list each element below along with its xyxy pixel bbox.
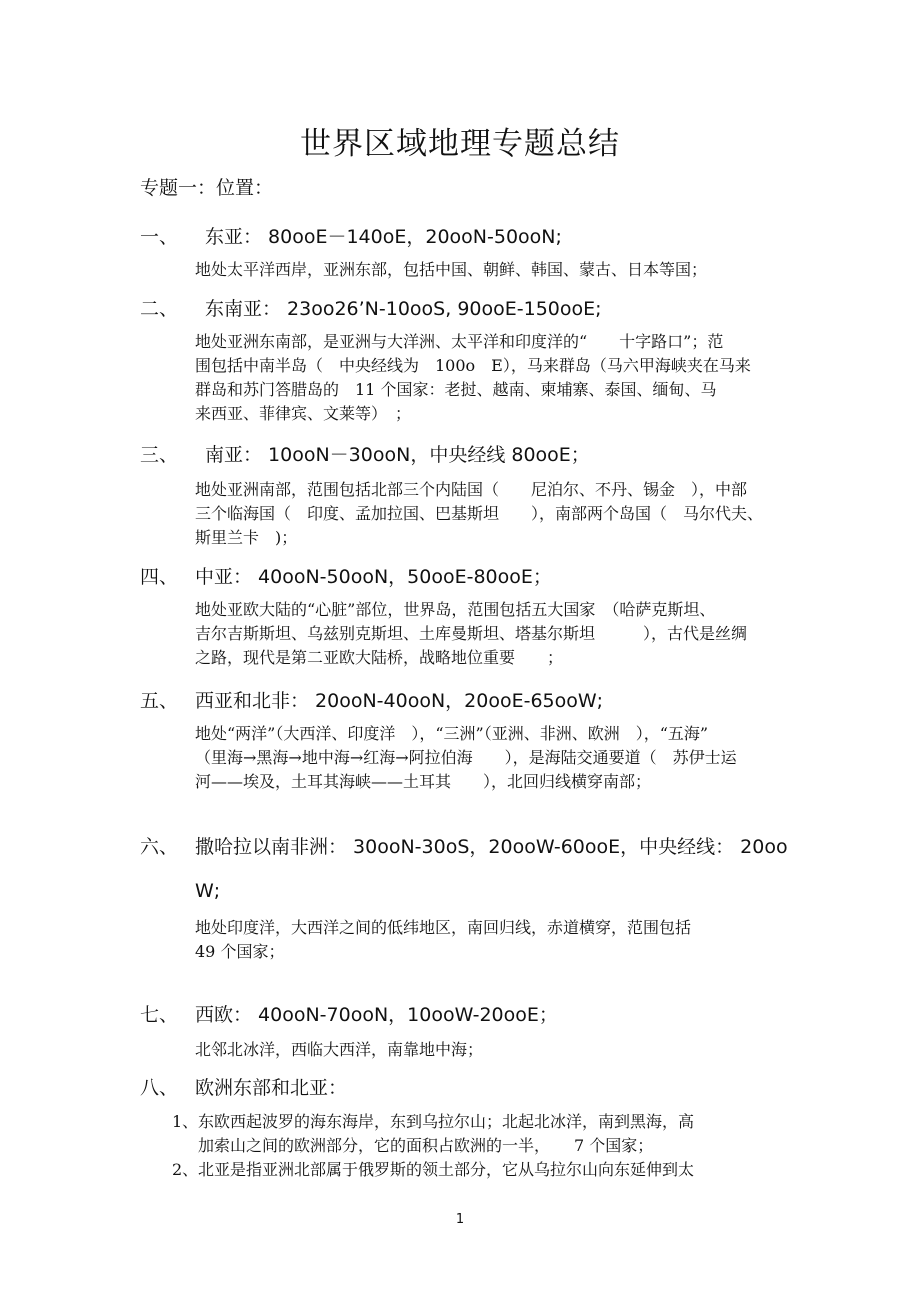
- section-2-line-2: 围包括中南半岛（ 中央经线为 100o E），马来群岛（马六甲海峡夹在马来: [195, 356, 751, 375]
- section-7-heading: 西欧： 40ooN-70ooN，10ooW-20ooE；: [195, 1004, 558, 1026]
- section-4-heading: 中亚： 40ooN-50ooN，50ooE-80ooE；: [195, 566, 552, 588]
- section-4-line-2: 吉尔吉斯斯坦、乌兹别克斯坦、土库曼斯坦、塔基尔斯坦 ），古代是丝绸: [195, 624, 748, 643]
- section-7-line-1: 北邻北冰洋，西临大西洋，南靠地中海；: [195, 1040, 484, 1059]
- section-1-number: 一、: [140, 226, 179, 248]
- item-1-body: [198, 1110, 694, 1158]
- section-4-number: 四、: [140, 566, 179, 588]
- section-5-number: 五、: [140, 690, 179, 712]
- section-5-heading: 西亚和北非： 20ooN-40ooN，20ooE-65ooW;: [195, 690, 604, 712]
- section-6-heading-continued: W;: [195, 880, 221, 902]
- section-2-line-1: 地处亚洲东南部，是亚洲与大洋洲、太平洋和印度洋的“ 十字路口”；范: [195, 332, 724, 351]
- section-3-line-3: 斯里兰卡 )；: [195, 528, 298, 547]
- section-1-body: [195, 258, 707, 282]
- page-number: 1: [455, 1212, 465, 1227]
- section-7-number: 七、: [140, 1004, 179, 1026]
- section-6-body: [195, 916, 691, 964]
- section-1-heading: 东亚： 80ooE－140oE，20ooN-50ooN;: [205, 226, 562, 248]
- section-1-line-1: 地处太平洋西岸，亚洲东部，包括中国、朝鲜、韩国、蒙古、日本等国；: [195, 260, 708, 279]
- section-4-line-3: 之路，现代是第二亚欧大陆桥，战略地位重要 ；: [195, 648, 564, 667]
- section-2-heading: 东南亚： 23oo26’N-10ooS, 90ooE-150ooE;: [205, 298, 602, 320]
- section-6-line-1: 地处印度洋，大西洋之间的低纬地区，南回归线，赤道横穿，范围包括: [195, 918, 692, 937]
- section-2-line-3: 群岛和苏门答腊岛的 11 个国家：老挝、越南、柬埔寨、泰国、缅甸、马: [195, 380, 717, 399]
- section-6-heading: 撒哈拉以南非洲： 30ooN-30oS，20ooW-60ooE，中央经线： 20oo: [195, 836, 788, 858]
- item-2-label: 2、: [172, 1160, 199, 1179]
- item-2-body: [198, 1158, 694, 1182]
- item-1-line-1: 东欧西起波罗的海东海岸，东到乌拉尔山；北起北冰洋，南到黑海，高: [198, 1112, 695, 1131]
- section-6-number: 六、: [140, 836, 179, 858]
- section-5-line-3: 河——埃及，土耳其海峡——土耳其 ），北回归线横穿南部；: [195, 772, 652, 791]
- section-2-number: 二、: [140, 298, 179, 320]
- section-4-line-1: 地处亚欧大陆的“心脏”部位，世界岛，范围包括五大国家 （哈萨克斯坦、: [195, 600, 716, 619]
- section-8-heading: 欧洲东部和北亚：: [195, 1077, 348, 1099]
- section-4-body: [195, 598, 747, 670]
- section-5-body: [195, 722, 737, 794]
- section-3-line-1: 地处亚洲南部，范围包括北部三个内陆国（ 尼泊尔、不丹、锡金 ），中部: [195, 480, 748, 499]
- section-3-line-2: 三个临海国（ 印度、孟加拉国、巴基斯坦 ），南部两个岛国（ 马尔代夫、: [195, 504, 764, 523]
- section-8-number: 八、: [140, 1077, 179, 1099]
- section-7-body: [195, 1038, 483, 1062]
- document-title: 世界区域地理专题总结: [300, 126, 620, 162]
- section-2-body: [195, 330, 751, 426]
- section-5-line-1: 地处“两洋”（大西洋、印度洋 ），“三洲”（亚洲、非洲、欧洲 ），“五海”: [195, 724, 709, 743]
- item-1-line-2: 加索山之间的欧洲部分，它的面积占欧洲的一半， 7 个国家；: [198, 1136, 654, 1155]
- section-2-line-4: 来西亚、菲律宾、文莱等） ；: [195, 404, 412, 423]
- section-3-number: 三、: [140, 444, 179, 466]
- item-2-line-1: 北亚是指亚洲北部属于俄罗斯的领土部分，它从乌拉尔山向东延伸到太: [198, 1160, 695, 1179]
- section-3-body: [195, 478, 763, 550]
- item-1-label: 1、: [172, 1112, 199, 1131]
- topic-heading: 专题一：位置：: [140, 177, 274, 199]
- section-6-line-2: 49 个国家；: [195, 942, 285, 961]
- section-5-line-2: （里海→黑海→地中海→红海→阿拉伯海 ），是海陆交通要道（ 苏伊士运: [195, 748, 737, 767]
- section-3-heading: 南亚： 10ooN－30ooN，中央经线 80ooE；: [205, 444, 590, 466]
